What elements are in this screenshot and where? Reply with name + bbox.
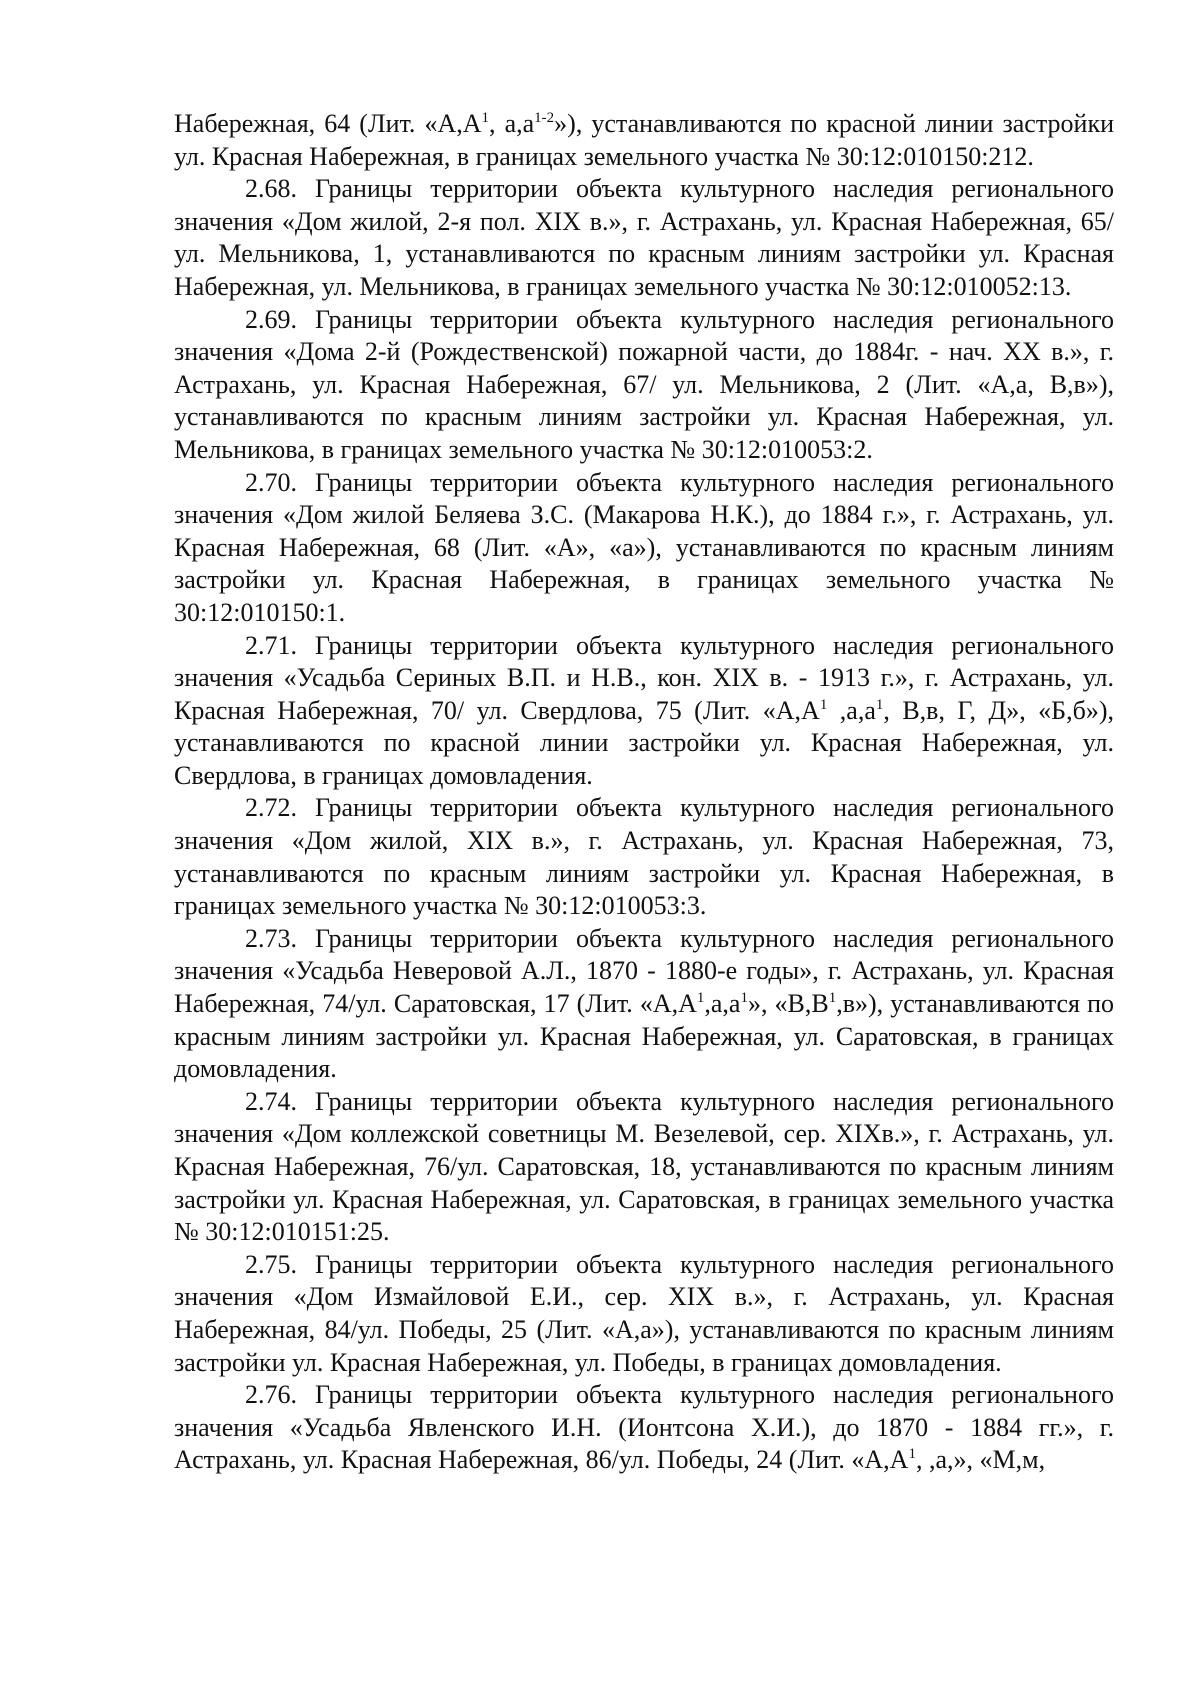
paragraph-2-75: 2.75. Границы территории объекта культурного наследия регионального значения «Дом Измайловой Е.И., сер. XIX в.», г. Астрахань, ул. Красная Набережная, 84/ул. Победы, 25 (Лит. «А,а»), устанавливаются по красным линиям застройки ул. Красная Набережная, ул. Победы, в границах домовладения. xyxy=(174,1249,1114,1377)
paragraph-2-70: 2.70. Границы территории объекта культурного наследия регионального значения «Дом жилой Беляева З.С. (Макарова Н.К.), до 1884 г.», г. Астрахань, ул. Красная Набережная, 68 (Лит. «А», «а»), устанавливаются по красным линиям застройки ул. Красная Набережная, в границах земельного участка № 30:12:010150:1. xyxy=(174,467,1114,627)
paragraph-2-74: 2.74. Границы территории объекта культурного наследия регионального значения «Дом коллежской советницы М. Везелевой, сер. XIXв.», г. Астрахань, ул. Красная Набережная, 76/ул. Саратовская, 18, устанавливаются по красным линиям застройки ул. Красная Набережная, ул. Саратовская, в границах земельного участка № 30:12:010151:25. xyxy=(174,1086,1114,1247)
paragraph-2-68: 2.68. Границы территории объекта культурного наследия регионального значения «Дом жилой, 2-я пол. XIX в.», г. Астрахань, ул. Красная Набережная, 65/ул. Мельникова, 1, устанавливаются по красным линиям застройки ул. Красная Набережная, ул. Мельникова, в границах земельного участка № 30:12:010052:13. xyxy=(174,174,1114,301)
paragraph-2-72: 2.72. Границы территории объекта культурного наследия регионального значения «Дом жилой, XIX в.», г. Астрахань, ул. Красная Набережная, 73, устанавливаются по красным линиям застройки ул. Красная Набережная, в границах земельного участка № 30:12:010053:3. xyxy=(174,793,1114,921)
paragraph-continuation: Набережная, 64 (Лит. «$А,А^1$, $а,а^{1-2}$»), устанавливаются по красной линии застройки ул. Красная Набережная, в границах земельного участка № 30:12:010150:212. xyxy=(174,109,1114,171)
paragraph-2-76: 2.76. Границы территории объекта культурного наследия регионального значения «Усадьба Явленского И.Н. (Ионтсона Х.И.), до 1870 - 1884 гг.», г. Астрахань, ул. Красная Набережная, 86/ул. Победы, 24 (Лит. «$А,А^1$, ,а,», «М,м, xyxy=(174,1380,1114,1475)
paragraph-2-69: 2.69. Границы территории объекта культурного наследия регионального значения «Дома 2-й (Рождественской) пожарной части, до 1884г. - нач. XX в.», г. Астрахань, ул. Красная Набережная, 67/ ул. Мельникова, 2 (Лит. «А,а, В,в»), устанавливаются по красным линиям застройки ул. Красная Набережная, ул. Мельникова, в границах земельного участка № 30:12:010053:2. xyxy=(174,304,1114,464)
document-page xyxy=(174,108,1114,1477)
paragraph-2-73: 2.73. Границы территории объекта культурного наследия регионального значения «Усадьба Неверовой А.Л., 1870 - 1880-е годы», г. Астрахань, ул. Красная Набережная, 74/ул. Саратовская, 17 (Лит. «$А,А^1,а,а^1$», «$В,В^1,в$»), устанавливаются по красным линиям застройки ул. Красная Набережная, ул. Саратовская, в границах домовладения. xyxy=(174,923,1114,1084)
paragraph-2-71: 2.71. Границы территории объекта культурного наследия регионального значения «Усадьба Сериных В.П. и Н.В., кон. XIX в. - 1913 г.», г. Астрахань, ул. Красная Набережная, 70/ ул. Свердлова, 75 (Лит. «$А,А^1$ $,а,а^1$, В,в, Г, Д», «Б,б»), устанавливаются по красной линии застройки ул. Красная Набережная, ул. Свердлова, в границах домовладения. xyxy=(174,630,1114,790)
